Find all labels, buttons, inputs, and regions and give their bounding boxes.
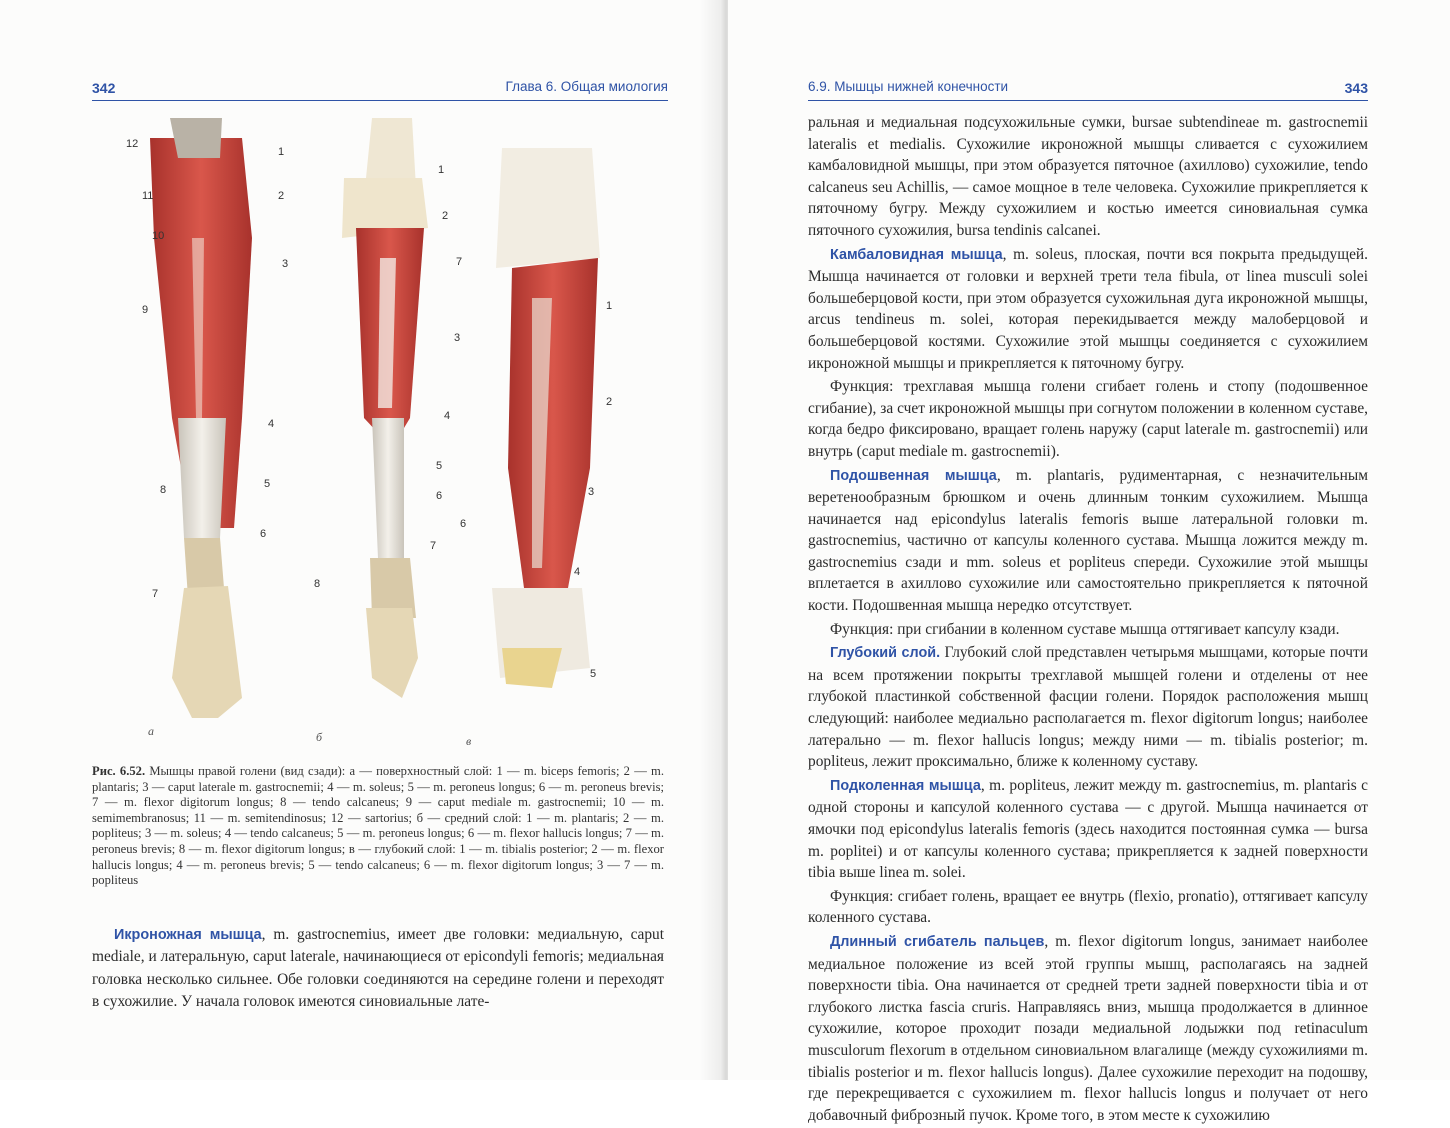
callout-a-10: 10: [152, 230, 165, 242]
callout-b-1: 1: [438, 164, 445, 176]
callout-c-1: 1: [606, 300, 613, 312]
panel-label-a: а: [148, 724, 154, 738]
panel-a-drawing: [150, 118, 252, 718]
callout-a-8: 8: [160, 484, 167, 496]
right-body-text: [808, 112, 1368, 1128]
callout-a-6: 6: [260, 528, 267, 540]
heading-deep-layer: Глубокий слой.: [830, 645, 941, 662]
panel-b-drawing: [342, 118, 428, 698]
paragraph-popliteus: [808, 775, 1368, 884]
callout-a-1: 1: [278, 146, 285, 158]
callout-a-2: 2: [278, 190, 285, 202]
heading-gastrocnemius: Икроножная мышца: [114, 927, 262, 943]
panel-c-drawing: [492, 148, 600, 688]
callout-b-8: 8: [314, 578, 321, 590]
callout-c-3: 3: [588, 486, 595, 498]
paragraph-text: ральная и медиальная подсухожильные сумки, bursae subtendineae m. gastrocnemii lateralis et medialis. Сухожилие икроножной мышцы сливается с сухожилием камбаловидной мышцы, при этом образуется пяточное (ахиллово) сухожилие, tendo calcaneus seu Achillis, — самое мощное в теле человека. Сухожилие прикрепляется к пяточному бугру. Между сухожилием и костью имеется синовиальная сумка пяточного сухожилия, bursa tendinis calcanei.: [808, 114, 1368, 239]
paragraph-text: , m. popliteus, лежит между m. gastrocnemius, m. plantaris с одной стороны и капсулой коленного сустава — с другой. Мышца начинается от ямочки под epicondylus lateralis femoris (здесь находится постоянная сумка — bursa m. popliteі) и от капсулы коленного сустава; прикрепляется к задней поверхности tibia выше linea m. solei.: [808, 776, 1369, 882]
panel-label-b: б: [316, 730, 323, 744]
callout-b-7: 7: [430, 540, 437, 552]
callout-a-4: 4: [268, 418, 275, 430]
callout-a-12: 12: [126, 138, 139, 150]
paragraph-text: , m. plantaris, рудиментарная, с незначительным веретенообразным брюшком и очень длинным тонким сухожилием. Мышца начинается над epicondylus lateralis femoris выше латеральной головки m. gastrocnemius, частично от капсулы коленного сустава. Мышца ложится между m. gastrocnemius сзади и mm. soleus et popliteus спереди. Сухожилие этой мышцы вплетается в ахиллово сухожилие или самостоятельно прикрепляется к пяточной кости. Подошвенная мышца нередко отсутствует.: [808, 466, 1368, 615]
running-header-left: [92, 74, 668, 101]
paragraph-function-popliteus: [808, 886, 1368, 929]
running-header-right: [808, 74, 1368, 101]
paragraph-continued: [808, 112, 1368, 242]
paragraph-plantaris: [808, 465, 1368, 617]
callout-a-3: 3: [282, 258, 289, 270]
paragraph-flexor-digitorum: [808, 931, 1368, 1126]
paragraph-text: , m. flexor digitorum longus, занимает наиболее медиальное положение из всей этой группы мышц, располагаясь на задней поверхности tibia. Она начинается от средней трети задней поверхности tibia и от глубокого листка fascia cruris. Направляясь вниз, мышца продолжается в длинное сухожилие, которое проходит позади медиальной лодыжки под retinaculum musculorum flexorum в отдельном синовиальном влагалище (между сухожилиями m. tibialis posterior и m. flexor hallucis longus). Далее сухожилие переходит на подошву, где перекрещивается с сухожилием m. flexor hallucis longus и получает от него добавочный фиброзный пучок. Кроме того, в этом месте к сухожилию: [808, 932, 1368, 1124]
heading-plantaris: Подошвенная мышца: [830, 467, 997, 484]
paragraph-text: Глубокий слой представлен четырьмя мышцами, которые почти на всем протяжении покрыты трехглавой мышцей голени и отделены от нее глубокой пластинкой собственной фасции голени. Порядок расположения мышц следующий: наиболее медиально располагается m. flexor digitorum longus; наиболее латерально — m. flexor hallucis longus; между ними — m. tibialis posterior; m. popliteus, лежит проксимально, ближе к коленному суставу.: [808, 644, 1368, 771]
panel-label-c: в: [466, 734, 472, 748]
left-page: [0, 0, 722, 1080]
callout-c-7: 7: [456, 256, 463, 268]
callout-a-5: 5: [264, 478, 271, 490]
callout-b-2: 2: [442, 210, 449, 222]
right-page: [728, 0, 1450, 1124]
page-number-left: 342: [92, 80, 116, 96]
paragraph-deep-layer: [808, 642, 1368, 773]
paragraph-function-triceps: [808, 376, 1368, 462]
callout-c-5: 5: [590, 668, 597, 680]
page-number-right: 343: [1344, 80, 1368, 96]
paragraph-text: , m. soleus, плоская, почти вся покрыта предыдущей. Мышца начинается от головки и верхней трети тела fibula, от linea musculi solei большеберцовой кости, при этом образуется сухожильная дуга икроножной мышцы, arcus tendineus m. solei, которая перекидывается между малоберцовой и большеберцовой костями. Сухожилие этой мышцы соединяется с сухожилием икроножной мышцы и прикрепляется к пяточному бугру.: [808, 245, 1368, 372]
callout-a-11: 11: [142, 190, 154, 202]
paragraph-text: Функция: сгибает голень, вращает ее внутрь (flexio, pronatio), оттягивает капсулу коленного сустава.: [808, 887, 1368, 927]
callout-b-3: 3: [454, 332, 461, 344]
paragraph-text: Функция: трехглавая мышца голени сгибает голень и стопу (подошвенное сгибание), за счет икроножной мышцы при согнутом положении в коленном суставе, когда бедро фиксировано, вращает голень наружу (caput laterale m. gastrocnemii) или внутрь (caput mediale m. gastrocnemii).: [808, 378, 1368, 460]
callout-b-6: 6: [436, 490, 443, 502]
heading-popliteus: Подколенная мышца: [830, 777, 981, 794]
caption-label: Рис. 6.52.: [92, 764, 146, 778]
callout-c-6: 6: [460, 518, 467, 530]
heading-soleus: Камбаловидная мышца: [830, 246, 1003, 263]
paragraph-function-plantaris: [808, 619, 1368, 641]
heading-flexor-digitorum: Длинный сгибатель пальцев: [830, 933, 1045, 950]
callout-b-5: 5: [436, 460, 443, 472]
caption-text: Мышцы правой голени (вид сзади): а — поверхностный слой: 1 — m. biceps femoris; 2 — m. plantaris; 3 — caput laterale m. gastrocnemii; 4 — m. soleus; 5 — m. peroneus longus; 6 — m. peroneus brevis; 7 — m. flexor digitorum longus; 8 — tendo calcaneus; 9 — caput mediale m. gastrocnemii; 10 — m. semimembranosus; 11 — m. semitendinosus; 12 — sartorius; б — средний слой: 1 — m. plantaris; 2 — m. popliteus; 3 — m. soleus; 4 — tendo calcaneus; 5 — m. peroneus longus; 6 — m. flexor hallucis longus; 7 — m. peroneus brevis; 8 — m. flexor digitorum longus; в — глубокий слой: 1 — m. tibialis posterior; 2 — m. flexor hallucis longus; 4 — m. peroneus brevis; 5 — tendo calcaneus; 6 — m. flexor digitorum longus; 3 — 7 — m. popliteus: [92, 764, 664, 888]
running-title-right: 6.9. Мышцы нижней конечности: [808, 79, 1009, 94]
figure-leg-muscles: [92, 118, 668, 754]
left-body-text: [92, 924, 664, 1016]
callout-c-2: 2: [606, 396, 613, 408]
callout-a-9: 9: [142, 304, 149, 316]
paragraph-text: , m. gastrocnemius, имеет две головки: медиальную, caput mediale, и латеральную, caput laterale, начинающиеся от epicondyli femoris; медиальная головка несколько сильнее. Обе головки соединяются на середине голени и переходят в сухожилие. У начала головок имеются синовиальные лате-: [92, 926, 664, 1011]
paragraph-soleus: [808, 244, 1368, 375]
running-title-left: Глава 6. Общая миология: [505, 79, 668, 94]
paragraph-gastrocnemius: [92, 924, 664, 1014]
callout-b-4: 4: [444, 410, 451, 422]
figure-caption: [92, 764, 664, 889]
callout-c-4: 4: [574, 566, 581, 578]
figure-illustration: [92, 118, 668, 754]
callout-a-7: 7: [152, 588, 159, 600]
paragraph-text: Функция: при сгибании в коленном суставе мышца оттягивает капсулу кзади.: [830, 620, 1340, 638]
